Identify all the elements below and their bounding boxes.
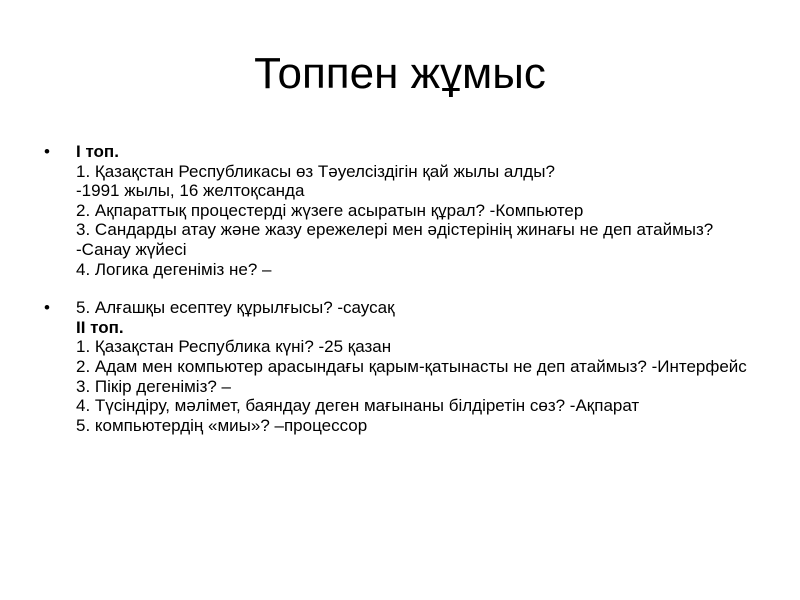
question-line: 1. Қазақстан Республика күні? -25 қазан	[76, 337, 392, 357]
question-line: 4. Логика дегеніміз не? –	[76, 259, 272, 279]
question-line: 2. Адам мен компьютер арасындағы қарым-қатынасты не деп атаймыз? -Интерфейс	[76, 356, 747, 376]
bullet-item-2	[42, 298, 762, 435]
slide-title: Топпен жұмыс	[254, 49, 546, 98]
bullet-dot-icon: •	[44, 298, 50, 318]
question-line: 5. компьютердің «миы»? –процессор	[76, 415, 368, 435]
group-1-heading: І топ.	[76, 142, 119, 161]
group-2-heading: ІІ топ.	[76, 317, 124, 337]
question-line: 4. Түсіндіру, мәлімет, баяндау деген мағынаны білдіретін сөз? -Ақпарат	[76, 396, 640, 416]
question-line: 2. Ақпараттық процестерді жүзеге асыратын құрал? -Компьютер	[76, 200, 584, 220]
bullet-dot-icon: •	[44, 142, 50, 161]
question-line: 1. Қазақстан Республикасы өз Тәуелсіздігін қай жылы алды?	[76, 161, 555, 181]
question-line: 5. Алғашқы есептеу құрылғысы? -саусақ	[76, 298, 395, 318]
question-line: 3. Сандарды атау және жазу ережелері мен әдістерінің жинағы не деп атаймыз? -Санау жүйесі	[76, 220, 714, 259]
bullet-item-1	[42, 142, 762, 279]
answer-line: -1991 жылы, 16 желтоқсанда	[76, 181, 305, 201]
bullet-list	[42, 142, 762, 454]
question-line: 3. Пікір дегеніміз? –	[76, 376, 232, 396]
